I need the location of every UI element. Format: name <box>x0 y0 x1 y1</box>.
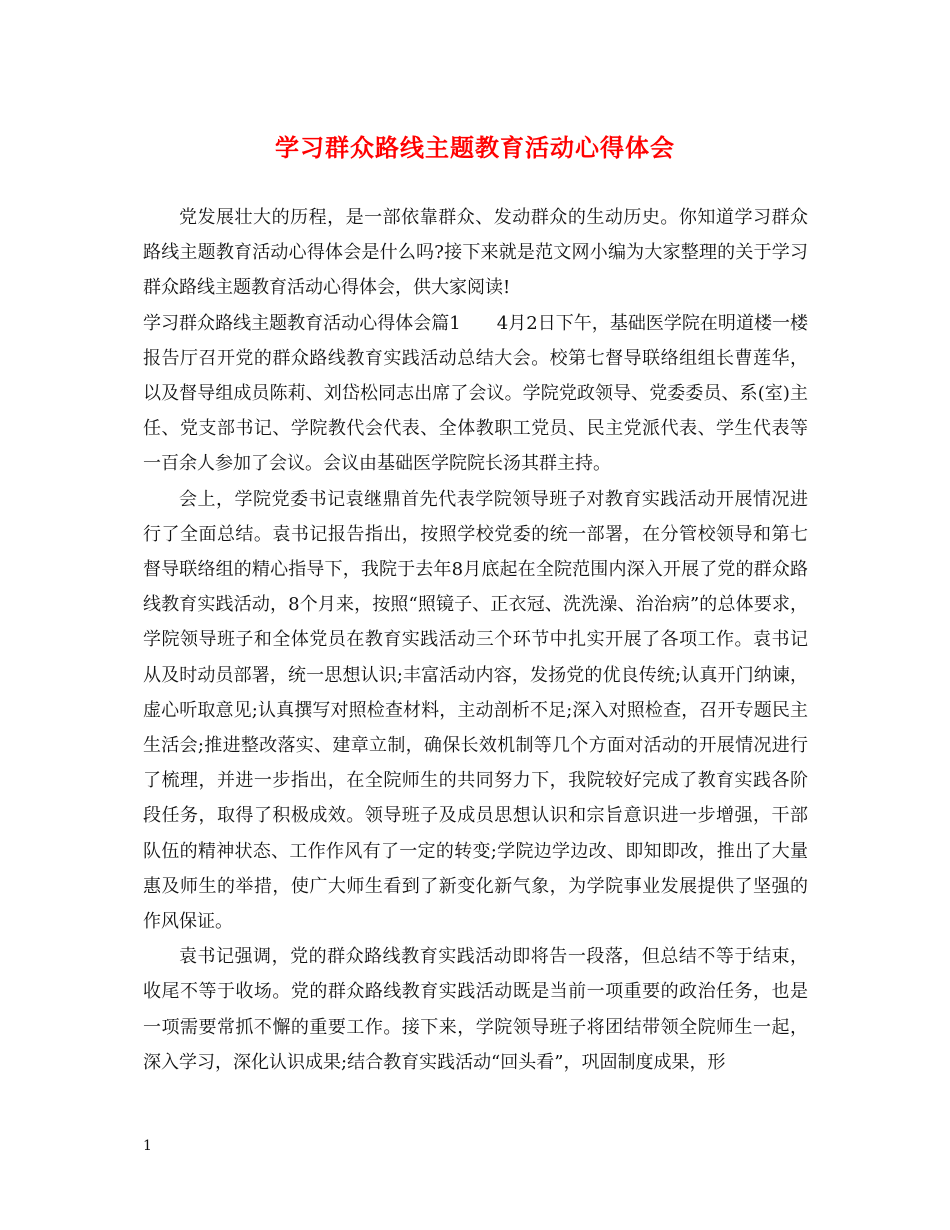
page-number: 1 <box>143 1138 152 1154</box>
paragraph-article-1: 学习群众路线主题教育活动心得体会篇1 4月2日下午，基础医学院在明道楼一楼报告厅召开党的群众路线教育实践活动总结大会。校第七督导联络组组长曹莲华，以及督导组成员陈莉、刘岱松同志出席了会议。学院党政领导、党委委员、系(室)主任、党支部书记、学院教代会代表、全体教职工党员、民主党派代表、学生代表等一百余人参加了会议。会议由基础医学院院长汤其群主持。 <box>143 312 808 475</box>
paragraph-summary: 会上，学院党委书记袁继鼎首先代表学院领导班子对教育实践活动开展情况进行了全面总结。袁书记报告指出，按照学校党委的统一部署，在分管校领导和第七督导联络组的精心指导下，我院于去年8月底起在全院范围内深入开展了党的群众路线教育实践活动，8个月来，按照“照镜子、正衣冠、洗洗澡、治治病”的总体要求，学院领导班子和全体党员在教育实践活动三个环节中扎实开展了各项工作。袁书记从及时动员部署，统一思想认识;丰富活动内容，发扬党的优良传统;认真开门纳谏，虚心听取意见;认真撰写对照检查材料，主动剖析不足;深入对照检查，召开专题民主生活会;推进整改落实、建章立制，确保长效机制等几个方面对活动的开展情况进行了梳理，并进一步指出，在全院师生的共同努力下，我院较好完成了教育实践各阶段任务，取得了积极成效。领导班子及成员思想认识和宗旨意识进一步增强，干部队伍的精神状态、工作作风有了一定的转变;学院边学边改、即知即改，推出了大量惠及师生的举措，使广大师生看到了新变化新气象，为学院事业发展提供了坚强的作风保证。 <box>143 488 808 933</box>
document-title: 学习群众路线主题教育活动心得体会 <box>275 133 675 162</box>
paragraph-intro: 党发展壮大的历程，是一部依靠群众、发动群众的生动历史。你知道学习群众路线主题教育活动心得体会是什么吗?接下来就是范文网小编为大家整理的关于学习群众路线主题教育活动心得体会，供大家阅读! <box>143 207 808 299</box>
paragraph-emphasis: 袁书记强调，党的群众路线教育实践活动即将告一段落，但总结不等于结束，收尾不等于收场。党的群众路线教育实践活动既是当前一项重要的政治任务，也是一项需要常抓不懈的重要工作。接下来，学院领导班子将团结带领全院师生一起，深入学习，深化认识成果;结合教育实践活动“回头看”，巩固制度成果，形 <box>143 946 808 1073</box>
document-body <box>143 200 808 1080</box>
